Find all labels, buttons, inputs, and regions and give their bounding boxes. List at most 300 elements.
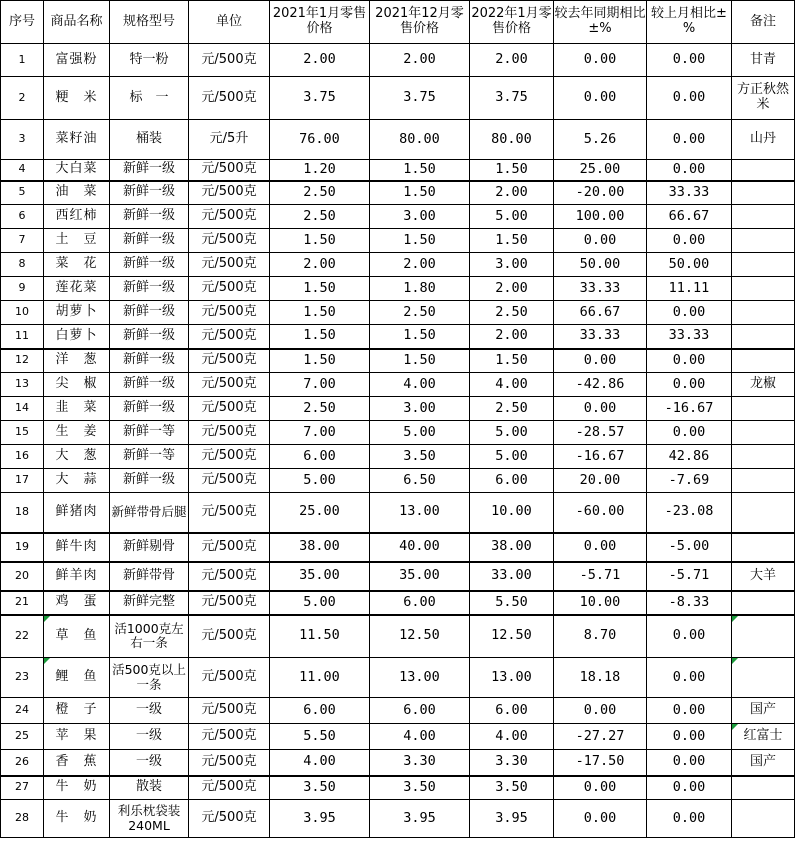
header-spec: 规格型号 [110,1,189,44]
cell-unit: 元/500克 [189,615,270,658]
cell-spec: 一级 [110,724,189,750]
cell-p1: 2.00 [270,44,370,77]
cell-mom: 33.33 [647,325,732,349]
cell-p1: 2.00 [270,253,370,277]
cell-name: 韭 菜 [44,397,110,421]
cell-spec: 新鲜剔骨 [110,533,189,562]
cell-seq: 10 [1,301,44,325]
cell-p3: 38.00 [470,533,554,562]
cell-note [732,349,795,373]
cell-note: 红富士 [732,724,795,750]
table-row [1,469,795,493]
cell-name: 鲜羊肉 [44,562,110,591]
cell-spec: 新鲜一级 [110,397,189,421]
cell-seq: 5 [1,181,44,205]
cell-note [732,533,795,562]
table-row [1,750,795,776]
cell-name: 菜籽油 [44,120,110,160]
cell-spec: 新鲜一级 [110,301,189,325]
cell-p1: 25.00 [270,493,370,533]
cell-seq: 25 [1,724,44,750]
cell-note [732,205,795,229]
cell-p1: 3.95 [270,800,370,838]
cell-yoy: 0.00 [554,698,647,724]
cell-p3: 1.50 [470,349,554,373]
cell-unit: 元/500克 [189,698,270,724]
cell-p1: 1.50 [270,301,370,325]
cell-mom: 0.00 [647,349,732,373]
cell-yoy: -20.00 [554,181,647,205]
cell-seq: 19 [1,533,44,562]
cell-p3: 5.00 [470,205,554,229]
cell-p3: 1.50 [470,160,554,181]
table-row [1,562,795,591]
cell-note [732,229,795,253]
cell-p1: 1.20 [270,160,370,181]
cell-seq: 14 [1,397,44,421]
cell-mom: 0.00 [647,120,732,160]
cell-p2: 3.75 [370,77,470,120]
cell-p2: 2.00 [370,253,470,277]
cell-name: 粳 米 [44,77,110,120]
cell-note [732,253,795,277]
cell-name: 大白菜 [44,160,110,181]
cell-p1: 6.00 [270,698,370,724]
cell-p1: 3.50 [270,776,370,800]
header-price-2021-1: 2021年1月零售价格 [270,1,370,44]
cell-p2: 13.00 [370,658,470,698]
cell-p2: 35.00 [370,562,470,591]
cell-spec: 新鲜一等 [110,445,189,469]
cell-mom: 0.00 [647,776,732,800]
cell-mom: -23.08 [647,493,732,533]
header-seq: 序号 [1,1,44,44]
cell-p2: 1.50 [370,325,470,349]
cell-p2: 3.95 [370,800,470,838]
cell-name: 橙 子 [44,698,110,724]
cell-p2: 40.00 [370,533,470,562]
table-row [1,301,795,325]
header-price-2021-12: 2021年12月零售价格 [370,1,470,44]
cell-spec: 标 一 [110,77,189,120]
cell-unit: 元/5升 [189,120,270,160]
cell-p1: 1.50 [270,349,370,373]
cell-note [732,301,795,325]
cell-mom: 0.00 [647,160,732,181]
cell-p1: 2.50 [270,181,370,205]
cell-name: 大 葱 [44,445,110,469]
cell-note: 国产 [732,750,795,776]
cell-p1: 5.50 [270,724,370,750]
cell-spec: 新鲜一级 [110,349,189,373]
cell-seq: 18 [1,493,44,533]
cell-mom: -5.00 [647,533,732,562]
table-row [1,615,795,658]
cell-p3: 2.00 [470,325,554,349]
cell-seq: 13 [1,373,44,397]
cell-yoy: 0.00 [554,776,647,800]
cell-name: 菜 花 [44,253,110,277]
cell-p2: 3.50 [370,445,470,469]
cell-name: 草 鱼 [44,615,110,658]
header-yoy: 较去年同期相比±% [554,1,647,44]
cell-seq: 22 [1,615,44,658]
cell-seq: 16 [1,445,44,469]
cell-mom: 33.33 [647,181,732,205]
cell-unit: 元/500克 [189,160,270,181]
cell-mom: -5.71 [647,562,732,591]
table-row [1,776,795,800]
cell-p1: 1.50 [270,325,370,349]
cell-name: 富强粉 [44,44,110,77]
cell-yoy: 18.18 [554,658,647,698]
cell-name: 香 蕉 [44,750,110,776]
cell-spec: 活1000克左右一条 [110,615,189,658]
cell-unit: 元/500克 [189,800,270,838]
cell-p3: 3.00 [470,253,554,277]
cell-note [732,469,795,493]
cell-yoy: 5.26 [554,120,647,160]
cell-note [732,493,795,533]
cell-p3: 3.50 [470,776,554,800]
cell-name: 土 豆 [44,229,110,253]
header-note: 备注 [732,1,795,44]
table-row [1,205,795,229]
cell-name: 胡萝卜 [44,301,110,325]
cell-mom: -7.69 [647,469,732,493]
cell-p3: 4.00 [470,373,554,397]
cell-p2: 80.00 [370,120,470,160]
cell-note: 甘青 [732,44,795,77]
cell-yoy: 0.00 [554,800,647,838]
cell-name: 洋 葱 [44,349,110,373]
cell-p1: 4.00 [270,750,370,776]
cell-yoy: 25.00 [554,160,647,181]
cell-yoy: 0.00 [554,44,647,77]
cell-name: 苹 果 [44,724,110,750]
cell-unit: 元/500克 [189,533,270,562]
cell-p3: 13.00 [470,658,554,698]
table-body [1,44,795,838]
cell-p2: 6.50 [370,469,470,493]
cell-p2: 3.00 [370,205,470,229]
cell-spec: 新鲜一级 [110,325,189,349]
cell-name: 白萝卜 [44,325,110,349]
cell-yoy: 0.00 [554,349,647,373]
cell-spec: 散装 [110,776,189,800]
cell-name: 牛 奶 [44,776,110,800]
cell-unit: 元/500克 [189,325,270,349]
cell-seq: 8 [1,253,44,277]
cell-p3: 12.50 [470,615,554,658]
table-row [1,445,795,469]
table-row [1,160,795,181]
cell-seq: 28 [1,800,44,838]
cell-unit: 元/500克 [189,562,270,591]
cell-p2: 13.00 [370,493,470,533]
cell-p3: 3.95 [470,800,554,838]
table-row [1,373,795,397]
cell-p1: 7.00 [270,421,370,445]
table-row [1,77,795,120]
cell-name: 大 蒜 [44,469,110,493]
table-row [1,698,795,724]
cell-unit: 元/500克 [189,229,270,253]
table-row [1,658,795,698]
cell-p3: 33.00 [470,562,554,591]
cell-p3: 10.00 [470,493,554,533]
cell-mom: 0.00 [647,800,732,838]
cell-p3: 5.00 [470,445,554,469]
cell-p2: 5.00 [370,421,470,445]
cell-mom: 0.00 [647,698,732,724]
cell-yoy: -5.71 [554,562,647,591]
cell-mom: 0.00 [647,44,732,77]
cell-mom: 0.00 [647,658,732,698]
cell-note [732,421,795,445]
cell-yoy: -16.67 [554,445,647,469]
table-row [1,44,795,77]
cell-note [732,800,795,838]
cell-p1: 5.00 [270,469,370,493]
table-row [1,421,795,445]
cell-p2: 1.50 [370,181,470,205]
cell-name: 鸡 蛋 [44,591,110,615]
cell-p2: 2.00 [370,44,470,77]
cell-p2: 3.00 [370,397,470,421]
cell-p1: 2.50 [270,205,370,229]
cell-yoy: 0.00 [554,77,647,120]
cell-yoy: 50.00 [554,253,647,277]
cell-name: 鲜猪肉 [44,493,110,533]
header-row [1,1,795,44]
header-name: 商品名称 [44,1,110,44]
cell-spec: 新鲜一级 [110,181,189,205]
cell-p1: 6.00 [270,445,370,469]
cell-p2: 1.50 [370,349,470,373]
table-row [1,181,795,205]
cell-name: 油 菜 [44,181,110,205]
cell-mom: 0.00 [647,77,732,120]
cell-unit: 元/500克 [189,44,270,77]
cell-yoy: 33.33 [554,277,647,301]
cell-seq: 7 [1,229,44,253]
cell-note [732,658,795,698]
table-row [1,493,795,533]
cell-name: 牛 奶 [44,800,110,838]
cell-unit: 元/500克 [189,397,270,421]
cell-unit: 元/500克 [189,349,270,373]
cell-unit: 元/500克 [189,181,270,205]
cell-note [732,181,795,205]
cell-p3: 2.50 [470,397,554,421]
table-row [1,349,795,373]
cell-p1: 35.00 [270,562,370,591]
cell-mom: 66.67 [647,205,732,229]
cell-note: 方正秋然米 [732,77,795,120]
cell-p3: 3.30 [470,750,554,776]
cell-yoy: -60.00 [554,493,647,533]
cell-unit: 元/500克 [189,77,270,120]
cell-note [732,160,795,181]
cell-yoy: 0.00 [554,229,647,253]
table-row [1,229,795,253]
cell-yoy: -28.57 [554,421,647,445]
cell-yoy: 10.00 [554,591,647,615]
table-row [1,253,795,277]
cell-note [732,776,795,800]
cell-mom: 11.11 [647,277,732,301]
cell-mom: 0.00 [647,373,732,397]
cell-p1: 11.00 [270,658,370,698]
cell-mom: 0.00 [647,301,732,325]
cell-note [732,277,795,301]
cell-p3: 2.00 [470,277,554,301]
cell-p2: 4.00 [370,373,470,397]
cell-spec: 新鲜一等 [110,421,189,445]
cell-p2: 1.50 [370,160,470,181]
cell-name: 生 姜 [44,421,110,445]
cell-yoy: 0.00 [554,397,647,421]
table-row [1,591,795,615]
cell-yoy: 8.70 [554,615,647,658]
cell-p2: 6.00 [370,591,470,615]
cell-seq: 12 [1,349,44,373]
cell-seq: 6 [1,205,44,229]
cell-name: 莲花菜 [44,277,110,301]
cell-p3: 2.00 [470,181,554,205]
cell-p1: 5.00 [270,591,370,615]
cell-unit: 元/500克 [189,301,270,325]
cell-p1: 1.50 [270,229,370,253]
cell-note: 龙椒 [732,373,795,397]
cell-p1: 38.00 [270,533,370,562]
table-row [1,277,795,301]
cell-p3: 1.50 [470,229,554,253]
cell-mom: 0.00 [647,724,732,750]
cell-note: 国产 [732,698,795,724]
cell-spec: 活500克以上一条 [110,658,189,698]
cell-p1: 3.75 [270,77,370,120]
cell-seq: 27 [1,776,44,800]
cell-seq: 17 [1,469,44,493]
cell-spec: 新鲜一级 [110,205,189,229]
cell-unit: 元/500克 [189,253,270,277]
cell-name: 尖 椒 [44,373,110,397]
cell-seq: 15 [1,421,44,445]
cell-spec: 新鲜一级 [110,469,189,493]
cell-seq: 3 [1,120,44,160]
cell-seq: 2 [1,77,44,120]
cell-note [732,445,795,469]
cell-unit: 元/500克 [189,724,270,750]
cell-spec: 新鲜一级 [110,253,189,277]
cell-spec: 新鲜带骨后腿 [110,493,189,533]
table-row [1,325,795,349]
cell-name: 鲜牛肉 [44,533,110,562]
table-row [1,533,795,562]
cell-mom: 0.00 [647,229,732,253]
cell-yoy: 100.00 [554,205,647,229]
cell-mom: -8.33 [647,591,732,615]
cell-yoy: 33.33 [554,325,647,349]
cell-p3: 4.00 [470,724,554,750]
cell-mom: 0.00 [647,421,732,445]
cell-unit: 元/500克 [189,493,270,533]
cell-p3: 5.00 [470,421,554,445]
cell-p1: 7.00 [270,373,370,397]
cell-p3: 80.00 [470,120,554,160]
cell-mom: 0.00 [647,750,732,776]
table-row [1,120,795,160]
cell-unit: 元/500克 [189,205,270,229]
cell-mom: 0.00 [647,615,732,658]
cell-p3: 2.00 [470,44,554,77]
cell-unit: 元/500克 [189,469,270,493]
header-price-2022-1: 2022年1月零售价格 [470,1,554,44]
table-row [1,397,795,421]
cell-unit: 元/500克 [189,421,270,445]
cell-p3: 3.75 [470,77,554,120]
cell-seq: 9 [1,277,44,301]
cell-mom: -16.67 [647,397,732,421]
cell-unit: 元/500克 [189,277,270,301]
cell-unit: 元/500克 [189,445,270,469]
cell-note: 山丹 [732,120,795,160]
table-row [1,724,795,750]
cell-p1: 11.50 [270,615,370,658]
cell-p3: 5.50 [470,591,554,615]
cell-unit: 元/500克 [189,373,270,397]
cell-yoy: 0.00 [554,533,647,562]
cell-seq: 21 [1,591,44,615]
header-mom: 较上月相比±% [647,1,732,44]
cell-p3: 2.50 [470,301,554,325]
cell-spec: 利乐枕袋装240ML [110,800,189,838]
cell-p2: 3.50 [370,776,470,800]
cell-name: 鲤 鱼 [44,658,110,698]
cell-p2: 12.50 [370,615,470,658]
cell-seq: 24 [1,698,44,724]
cell-spec: 新鲜完整 [110,591,189,615]
cell-note [732,615,795,658]
cell-seq: 23 [1,658,44,698]
cell-spec: 新鲜一级 [110,277,189,301]
cell-note [732,397,795,421]
cell-unit: 元/500克 [189,776,270,800]
cell-p2: 1.80 [370,277,470,301]
cell-unit: 元/500克 [189,658,270,698]
cell-mom: 50.00 [647,253,732,277]
cell-spec: 特一粉 [110,44,189,77]
cell-yoy: -27.27 [554,724,647,750]
cell-note: 大羊 [732,562,795,591]
cell-unit: 元/500克 [189,750,270,776]
cell-seq: 20 [1,562,44,591]
cell-yoy: 20.00 [554,469,647,493]
cell-mom: 42.86 [647,445,732,469]
cell-note [732,591,795,615]
cell-note [732,325,795,349]
cell-p1: 2.50 [270,397,370,421]
table-row [1,800,795,838]
cell-seq: 1 [1,44,44,77]
cell-spec: 一级 [110,698,189,724]
cell-seq: 26 [1,750,44,776]
cell-spec: 新鲜一级 [110,160,189,181]
header-unit: 单位 [189,1,270,44]
cell-p3: 6.00 [470,469,554,493]
